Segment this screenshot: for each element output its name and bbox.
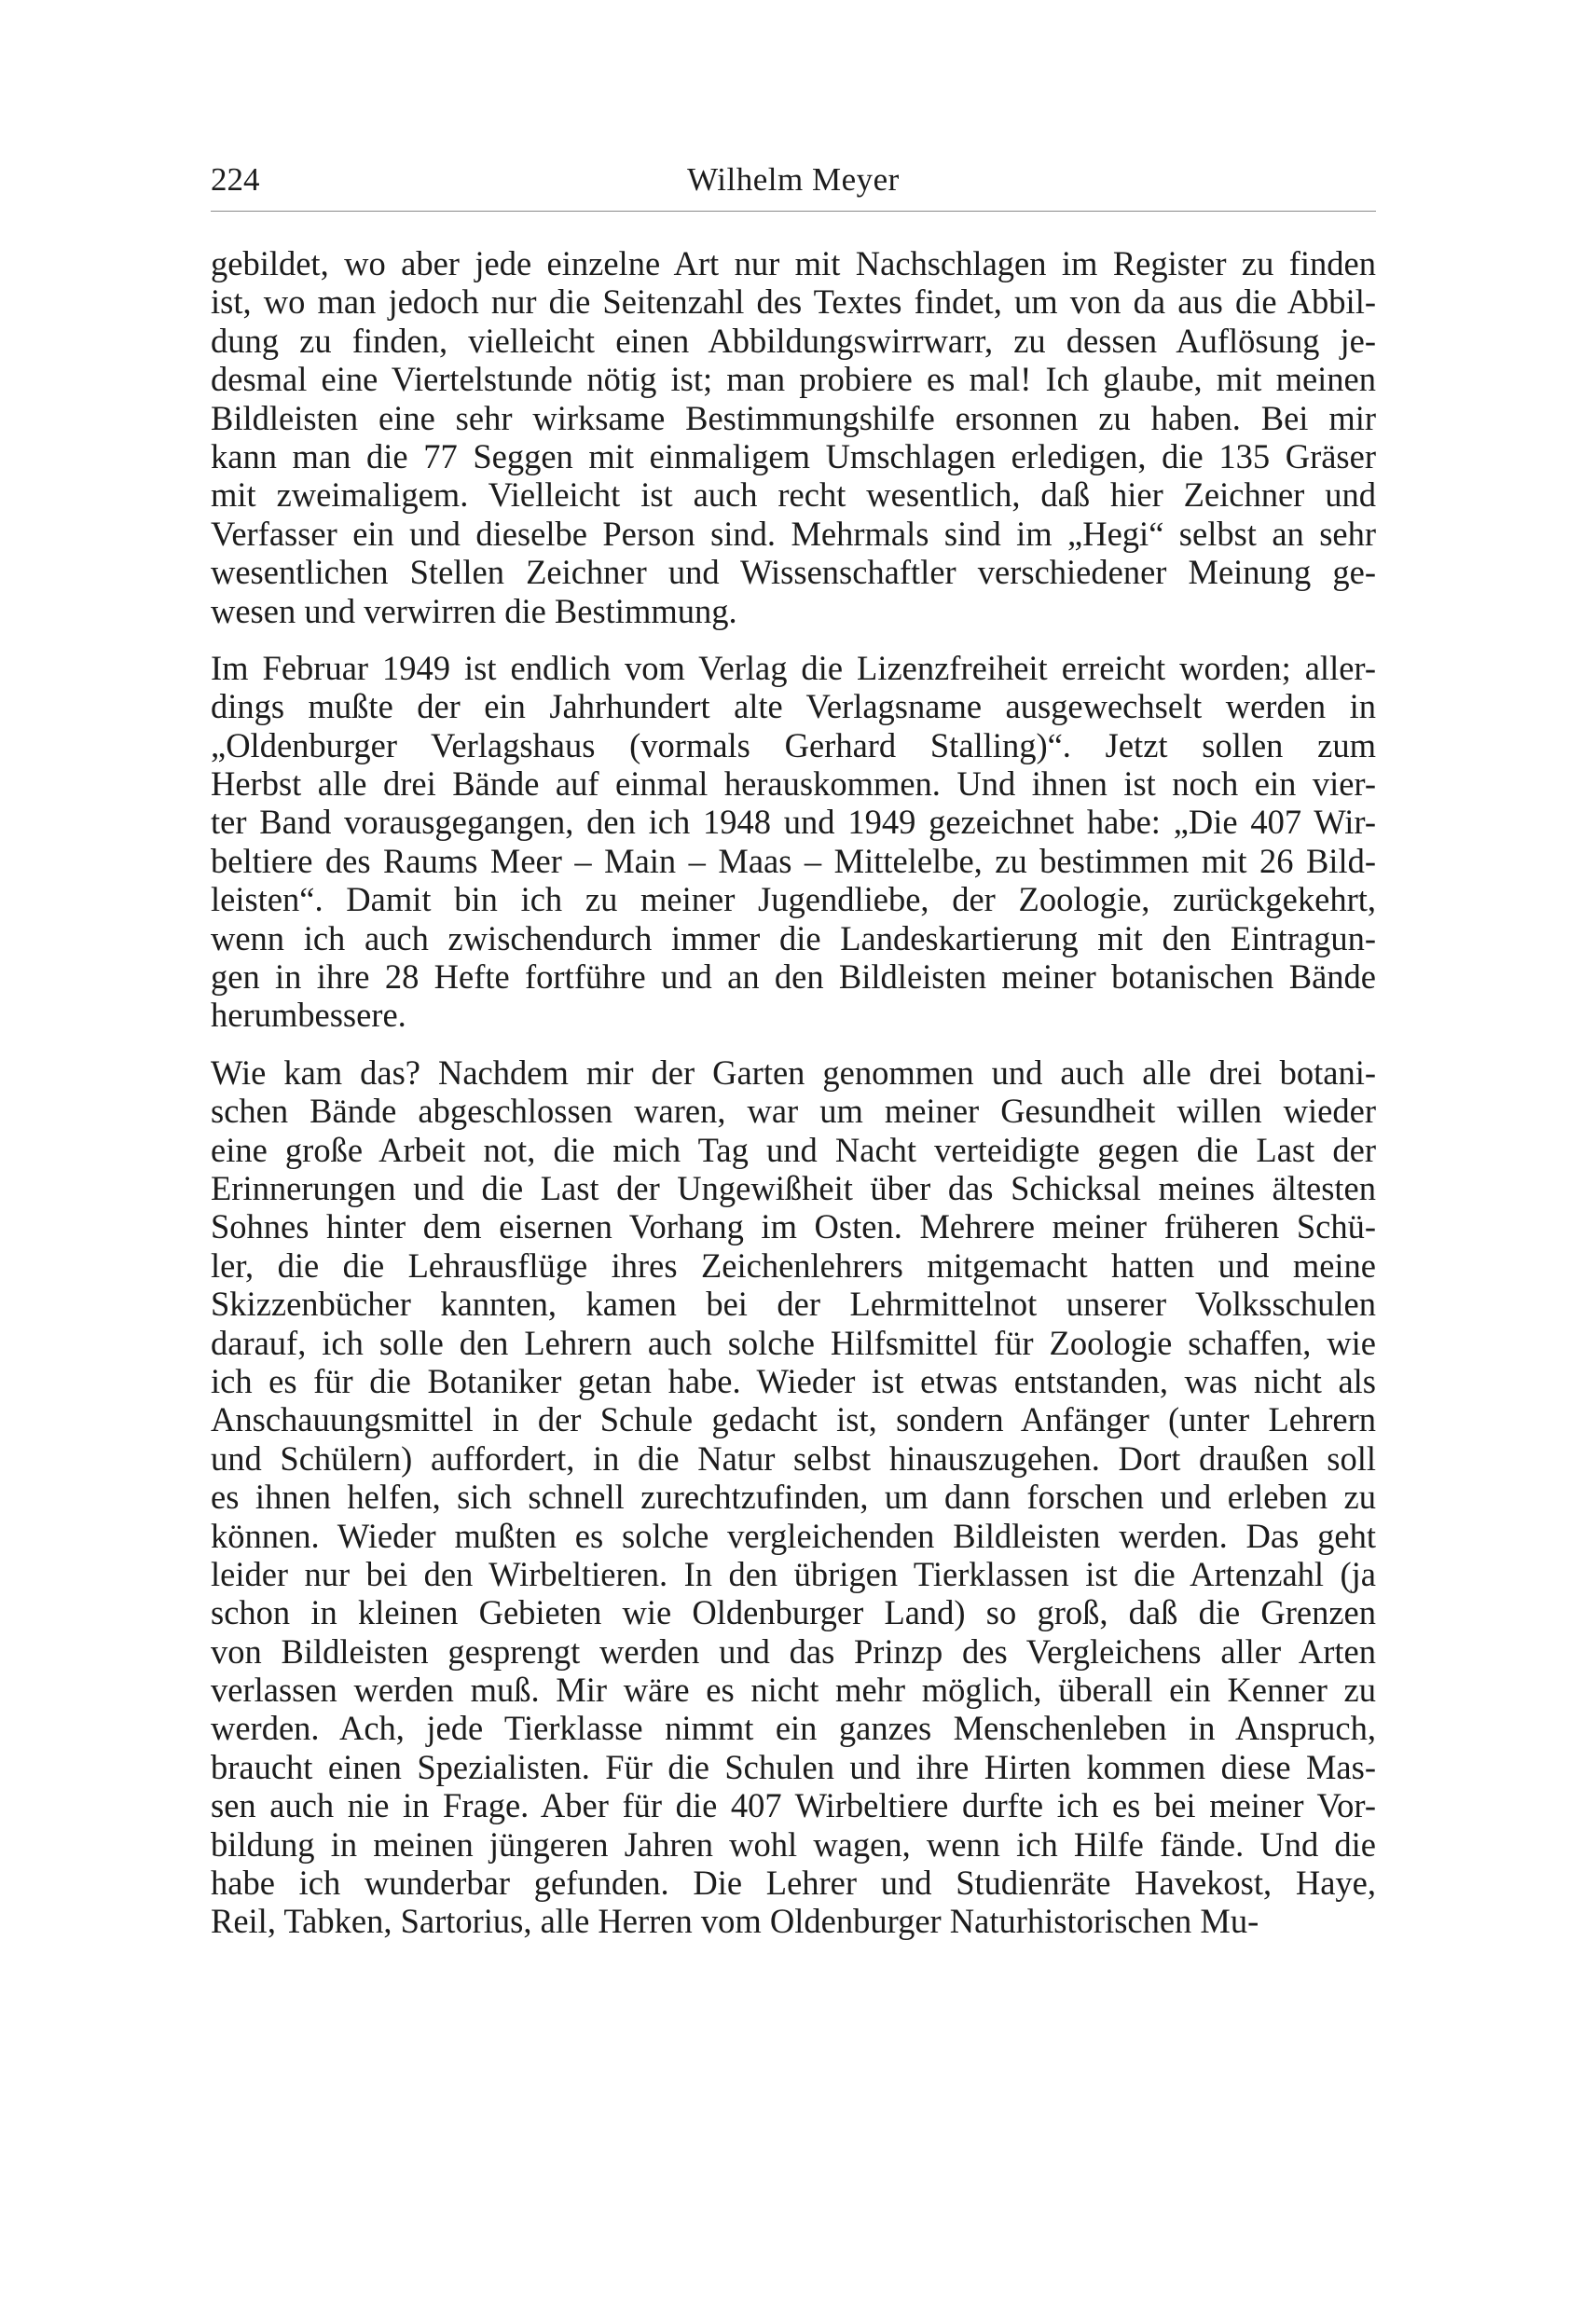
text-line: „Oldenburger Verlagshaus (vormals Gerhard Stalling)“. Jetzt sollen zum: [211, 725, 1376, 764]
text-line: desmal eine Viertelstunde nötig ist; man probiere es mal! Ich glaube, mit meinen: [211, 360, 1376, 399]
text-line: Reil, Tabken, Sartorius, alle Herren vom Oldenburger Naturhistorischen Mu-: [211, 1902, 1259, 1941]
text-line: Verfasser ein und dieselbe Person sind. Mehrmals sind im „Hegi“ selbst an sehr: [211, 514, 1376, 553]
page-number: 224: [211, 161, 260, 198]
text-line: dings mußte der ein Jahrhundert alte Verlagsname ausgewechselt werden in: [211, 687, 1376, 726]
text-line: schon in kleinen Gebieten wie Oldenburger Land) so groß, daß die Grenzen: [211, 1593, 1376, 1632]
text-line: ist, wo man jedoch nur die Seitenzahl des Textes findet, um von da aus die Abbil-: [211, 282, 1376, 322]
text-line: darauf, ich solle den Lehrern auch solche Hilfsmittel für Zoologie schaffen, wie: [211, 1323, 1376, 1362]
running-head: [211, 157, 1376, 203]
text-line: Anschauungsmittel in der Schule gedacht ist, sondern Anfänger (unter Lehrern: [211, 1400, 1376, 1439]
text-line: leider nur bei den Wirbeltieren. In den übrigen Tierklassen ist die Artenzahl (ja: [211, 1554, 1376, 1593]
text-line: Sohnes hinter dem eisernen Vorhang im Osten. Mehrere meiner früheren Schü-: [211, 1207, 1376, 1246]
text-line: Bildleisten eine sehr wirksame Bestimmungshilfe ersonnen zu haben. Bei mir: [211, 398, 1376, 437]
text-line: schen Bände abgeschlossen waren, war um meiner Gesundheit willen wieder: [211, 1092, 1376, 1131]
text-line: braucht einen Spezialisten. Für die Schulen und ihre Hirten kommen diese Mas-: [211, 1747, 1376, 1786]
text-line: und Schülern) auffordert, in die Natur selbst hinauszugehen. Dort draußen soll: [211, 1438, 1376, 1478]
text-line: Wie kam das? Nachdem mir der Garten genommen und auch alle drei botani-: [211, 1053, 1376, 1092]
text-line: wesentlichen Stellen Zeichner und Wissenschaftler verschiedener Meinung ge-: [211, 553, 1376, 592]
header-rule: [211, 211, 1376, 212]
running-title: Wilhelm Meyer: [687, 161, 900, 198]
text-line: gen in ihre 28 Hefte fortführe und an den Bildleisten meiner botanischen Bände: [211, 957, 1376, 997]
text-line: ich es für die Botaniker getan habe. Wieder ist etwas entstanden, was nicht als: [211, 1361, 1376, 1400]
text-line: gebildet, wo aber jede einzelne Art nur mit Nachschlagen im Register zu finden: [211, 244, 1376, 282]
text-line: Herbst alle drei Bände auf einmal herauskommen. Und ihnen ist noch ein vier-: [211, 764, 1376, 804]
text-line: von Bildleisten gesprengt werden und das Prinzp des Vergleichens aller Arten: [211, 1631, 1376, 1671]
text-line: verlassen werden muß. Mir wäre es nicht mehr möglich, überall ein Kenner zu: [211, 1671, 1376, 1710]
text-line: bildung in meinen jüngeren Jahren wohl wagen, wenn ich Hilfe fände. Und die: [211, 1824, 1376, 1864]
paragraph: [211, 649, 1376, 1035]
text-line: mit zweimaligem. Vielleicht ist auch recht wesentlich, daß hier Zeichner und: [211, 475, 1376, 515]
text-line: wesen und verwirren die Bestimmung.: [211, 591, 737, 630]
paragraph: [211, 244, 1376, 630]
text-line: herumbessere.: [211, 996, 406, 1035]
text-line: kann man die 77 Seggen mit einmaligem Umschlagen erledigen, die 135 Gräser: [211, 436, 1376, 475]
text-line: ter Band vorausgegangen, den ich 1948 und 1949 gezeichnet habe: „Die 407 Wir-: [211, 803, 1376, 842]
text-line: Skizzenbücher kannten, kamen bei der Lehrmittelnot unserer Volksschulen: [211, 1285, 1376, 1324]
text-line: Im Februar 1949 ist endlich vom Verlag die Lizenzfreiheit erreicht worden; aller-: [211, 648, 1376, 687]
body-text: [211, 244, 1376, 1941]
text-line: können. Wieder mußten es solche vergleichenden Bildleisten werden. Das geht: [211, 1516, 1376, 1555]
text-line: es ihnen helfen, sich schnell zurechtzufinden, um dann forschen und erleben zu: [211, 1478, 1376, 1517]
text-line: werden. Ach, jede Tierklasse nimmt ein ganzes Menschenleben in Anspruch,: [211, 1709, 1376, 1748]
text-line: habe ich wunderbar gefunden. Die Lehrer und Studienräte Havekost, Haye,: [211, 1864, 1376, 1903]
text-line: wenn ich auch zwischendurch immer die Landeskartierung mit den Eintragun-: [211, 918, 1376, 957]
text-line: sen auch nie in Frage. Aber für die 407 Wirbeltiere durfte ich es bei meiner Vor-: [211, 1786, 1376, 1825]
text-line: Erinnerungen und die Last der Ungewißheit über das Schicksal meines ältesten: [211, 1168, 1376, 1207]
paragraph: [211, 1053, 1376, 1941]
text-line: leisten“. Damit bin ich zu meiner Jugendliebe, der Zoologie, zurückgekehrt,: [211, 880, 1376, 919]
text-line: dung zu finden, vielleicht einen Abbildungswirrwarr, zu dessen Auflösung je-: [211, 321, 1376, 360]
text-line: beltiere des Raums Meer – Main – Maas – Mittelelbe, zu bestimmen mit 26 Bild-: [211, 841, 1376, 880]
text-line: ler, die die Lehrausflüge ihres Zeichenlehrers mitgemacht hatten und meine: [211, 1245, 1376, 1285]
text-line: eine große Arbeit not, die mich Tag und Nacht verteidigte gegen die Last der: [211, 1130, 1376, 1169]
